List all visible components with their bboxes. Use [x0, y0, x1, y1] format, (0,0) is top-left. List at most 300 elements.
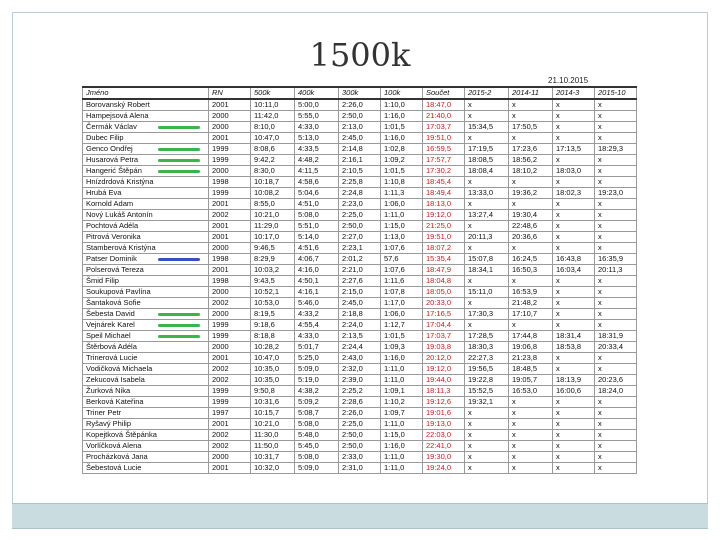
sum-cell: 19:03,8 [423, 342, 465, 353]
table-cell: 1999 [209, 386, 251, 397]
table-cell: 18:53,8 [553, 342, 595, 353]
table-cell: 16:24,5 [509, 254, 553, 265]
column-header: Jméno [83, 87, 209, 99]
table-cell: 5:08,0 [295, 452, 339, 463]
table-cell: 4:33,0 [295, 122, 339, 133]
table-cell: 19:56,5 [465, 364, 509, 375]
table-cell: 2:25,2 [339, 386, 381, 397]
table-cell: x [509, 419, 553, 430]
table-cell: x [595, 276, 637, 287]
sum-cell: 17:03,7 [423, 331, 465, 342]
table-cell: 15:34,5 [465, 122, 509, 133]
table-cell: x [553, 430, 595, 441]
table-cell: 4:16,1 [295, 287, 339, 298]
athlete-name: Genco Ondřej [83, 144, 209, 155]
table-cell: x [553, 441, 595, 452]
table-cell: 2:10,5 [339, 166, 381, 177]
athlete-name: Trinerová Lucie [83, 353, 209, 364]
table-cell: x [465, 441, 509, 452]
table-cell: 5:04,6 [295, 188, 339, 199]
table-cell: x [553, 111, 595, 122]
table-cell: 10:47,0 [251, 353, 295, 364]
table-row [83, 353, 637, 364]
table-cell: x [595, 166, 637, 177]
table-cell: x [553, 210, 595, 221]
athlete-name: Kornold Adam [83, 199, 209, 210]
column-header: 2015-10 [595, 87, 637, 99]
table-cell: 4:16,0 [295, 265, 339, 276]
athlete-name: Vorlíčková Alena [83, 441, 209, 452]
table-cell: 4:55,4 [295, 320, 339, 331]
table-cell: 1:11,3 [381, 188, 423, 199]
table-cell: 5:13,0 [295, 133, 339, 144]
table-row [83, 243, 637, 254]
table-cell: x [465, 199, 509, 210]
table-row [83, 441, 637, 452]
table-cell: 2:27,0 [339, 232, 381, 243]
table-cell: 8:19,5 [251, 309, 295, 320]
sum-cell: 21:40,0 [423, 111, 465, 122]
table-cell: x [465, 221, 509, 232]
sum-cell: 20:33,0 [423, 298, 465, 309]
table-cell: x [595, 232, 637, 243]
table-cell: 2000 [209, 342, 251, 353]
table-row [83, 177, 637, 188]
table-cell: 16:53,9 [509, 287, 553, 298]
table-cell: 9:50,8 [251, 386, 295, 397]
sum-cell: 19:44,0 [423, 375, 465, 386]
athlete-name: Vejnárek Karel [83, 320, 209, 331]
athlete-name: Vodičková Michaela [83, 364, 209, 375]
table-cell: 10:21,0 [251, 419, 295, 430]
table-cell: 4:38,2 [295, 386, 339, 397]
table-cell: 17:30,3 [465, 309, 509, 320]
table-cell: 1999 [209, 331, 251, 342]
table-row [83, 452, 637, 463]
table-cell: 2:25,0 [339, 419, 381, 430]
athlete-name: Šebesta David [83, 309, 209, 320]
table-cell: x [465, 243, 509, 254]
table-cell: x [465, 320, 509, 331]
table-cell: 2:26,0 [339, 99, 381, 111]
table-cell: 16:53,0 [509, 386, 553, 397]
table-cell: x [595, 133, 637, 144]
table-cell: 2002 [209, 210, 251, 221]
sum-cell: 19:24,0 [423, 463, 465, 474]
table-cell: 18:31,9 [595, 331, 637, 342]
table-cell: 1:11,0 [381, 375, 423, 386]
sum-cell: 21:25,0 [423, 221, 465, 232]
table-cell: x [465, 133, 509, 144]
blue-highlight-marker [158, 258, 200, 261]
table-row [83, 375, 637, 386]
table-cell: 20:33,4 [595, 342, 637, 353]
table-row [83, 342, 637, 353]
table-cell: 17:44,8 [509, 331, 553, 342]
table-cell: 2:18,8 [339, 309, 381, 320]
table-cell: 10:31,7 [251, 452, 295, 463]
sum-cell: 15:35,4 [423, 254, 465, 265]
table-cell: 16:00,6 [553, 386, 595, 397]
athlete-name: Triner Petr [83, 408, 209, 419]
table-row [83, 298, 637, 309]
table-cell: 4:51,0 [295, 199, 339, 210]
table-cell: x [595, 221, 637, 232]
table-cell: 2:25,8 [339, 177, 381, 188]
table-cell: 10:08,2 [251, 188, 295, 199]
table-cell: 2001 [209, 265, 251, 276]
column-header: 500k [251, 87, 295, 99]
table-cell: x [553, 364, 595, 375]
table-cell: 15:11,0 [465, 287, 509, 298]
table-cell: 1:07,8 [381, 287, 423, 298]
table-cell: 2:45,0 [339, 133, 381, 144]
table-cell: 1:11,0 [381, 364, 423, 375]
table-cell: 2:50,0 [339, 111, 381, 122]
table-cell: x [465, 408, 509, 419]
table-cell: 18:29,3 [595, 144, 637, 155]
table-cell: 2:43,0 [339, 353, 381, 364]
table-cell: 20:11,3 [465, 232, 509, 243]
table-cell: 2:50,0 [339, 430, 381, 441]
table-cell: x [595, 364, 637, 375]
table-cell: 2002 [209, 298, 251, 309]
table-cell: 1:17,0 [381, 298, 423, 309]
table-cell: 5:19,0 [295, 375, 339, 386]
sum-cell: 17:03,7 [423, 122, 465, 133]
sum-cell: 18:49,4 [423, 188, 465, 199]
table-cell: 1997 [209, 408, 251, 419]
table-cell: 19:22,8 [465, 375, 509, 386]
table-cell: 17:28,5 [465, 331, 509, 342]
table-cell: x [509, 430, 553, 441]
table-cell: 1:09,7 [381, 408, 423, 419]
table-cell: x [595, 320, 637, 331]
table-cell: 2001 [209, 353, 251, 364]
table-cell: 1:09,3 [381, 342, 423, 353]
column-header: 2015-2 [465, 87, 509, 99]
table-cell: 10:32,0 [251, 463, 295, 474]
sum-cell: 19:12,0 [423, 364, 465, 375]
sum-cell: 17:30,2 [423, 166, 465, 177]
column-header: 400k [295, 87, 339, 99]
table-cell: 18:34,1 [465, 265, 509, 276]
table-cell: 5:08,0 [295, 210, 339, 221]
table-cell: 1999 [209, 155, 251, 166]
table-row [83, 276, 637, 287]
table-cell: x [509, 397, 553, 408]
table-cell: x [553, 419, 595, 430]
table-cell: 8:55,0 [251, 199, 295, 210]
table-cell: 8:08,6 [251, 144, 295, 155]
table-cell: x [595, 397, 637, 408]
table-cell: 5:01,7 [295, 342, 339, 353]
table-cell: x [509, 243, 553, 254]
slide-frame-right [707, 12, 708, 517]
table-cell: 1998 [209, 177, 251, 188]
table-cell: x [553, 353, 595, 364]
table-cell: x [553, 463, 595, 474]
table-row [83, 133, 637, 144]
athlete-name: Kopejtková Štěpánka [83, 430, 209, 441]
table-cell: x [553, 309, 595, 320]
table-cell: 9:43,5 [251, 276, 295, 287]
table-cell: 2:23,0 [339, 199, 381, 210]
table-cell: 2000 [209, 111, 251, 122]
sum-cell: 18:47,9 [423, 265, 465, 276]
table-cell: x [595, 155, 637, 166]
green-highlight-marker [158, 148, 200, 151]
table-cell: 9:42,2 [251, 155, 295, 166]
table-cell: x [553, 199, 595, 210]
table-cell: x [553, 276, 595, 287]
table-cell: x [595, 298, 637, 309]
table-cell: 2:24,4 [339, 342, 381, 353]
table-cell: 4:48,2 [295, 155, 339, 166]
table-cell: 9:18,6 [251, 320, 295, 331]
athlete-name: Pitrová Veronika [83, 232, 209, 243]
sum-cell: 17:04,4 [423, 320, 465, 331]
table-cell: 2:33,0 [339, 452, 381, 463]
table-cell: x [553, 155, 595, 166]
table-cell: 17:13,5 [553, 144, 595, 155]
table-cell: 1:01,5 [381, 122, 423, 133]
athlete-name: Procházková Jana [83, 452, 209, 463]
table-cell: x [553, 221, 595, 232]
table-cell: 1:11,0 [381, 419, 423, 430]
table-cell: 10:47,0 [251, 133, 295, 144]
table-cell: x [509, 408, 553, 419]
table-cell: 1:11,0 [381, 463, 423, 474]
table-cell: 2:50,0 [339, 441, 381, 452]
table-cell: 16:50,3 [509, 265, 553, 276]
athlete-name: Šantaková Sofie [83, 298, 209, 309]
athlete-name: Polserová Tereza [83, 265, 209, 276]
sheet-date: 21.10.2015 [548, 76, 589, 85]
table-cell: 1:16,0 [381, 133, 423, 144]
sum-cell: 18:45,4 [423, 177, 465, 188]
table-cell: 4:33,5 [295, 144, 339, 155]
athlete-name: Hrubá Eva [83, 188, 209, 199]
table-cell: x [509, 441, 553, 452]
table-row [83, 188, 637, 199]
athlete-name: Žurková Nika [83, 386, 209, 397]
table-cell: 20:11,3 [595, 265, 637, 276]
table-header-row [83, 87, 637, 99]
table-cell: 2:21,0 [339, 265, 381, 276]
table-cell: x [509, 111, 553, 122]
athlete-name: Šebestová Lucie [83, 463, 209, 474]
table-cell: 2000 [209, 309, 251, 320]
table-row [83, 265, 637, 276]
sum-cell: 18:07,2 [423, 243, 465, 254]
table-cell: 1:10,8 [381, 177, 423, 188]
green-highlight-marker [158, 313, 200, 316]
sum-cell: 18:11,3 [423, 386, 465, 397]
table-cell: 9:46,5 [251, 243, 295, 254]
athlete-name: Štěrbová Adéla [83, 342, 209, 353]
table-row [83, 287, 637, 298]
table-cell: x [553, 298, 595, 309]
table-cell: 8:10,0 [251, 122, 295, 133]
table-cell: x [509, 199, 553, 210]
athlete-name: Dubec Filip [83, 133, 209, 144]
table-cell: 2000 [209, 166, 251, 177]
table-cell: 2:32,0 [339, 364, 381, 375]
table-cell: 1:11,6 [381, 276, 423, 287]
table-cell: 2001 [209, 221, 251, 232]
table-cell: x [553, 408, 595, 419]
sum-cell: 19:51,0 [423, 133, 465, 144]
table-cell: x [509, 177, 553, 188]
sum-cell: 19:13,0 [423, 419, 465, 430]
table-cell: 2:01,2 [339, 254, 381, 265]
athlete-name: Patser Dominik [83, 254, 209, 265]
table-row [83, 210, 637, 221]
table-cell: 1:06,0 [381, 309, 423, 320]
sum-cell: 18:13,0 [423, 199, 465, 210]
table-cell: 15:52,5 [465, 386, 509, 397]
table-cell: 19:06,8 [509, 342, 553, 353]
table-cell: 1999 [209, 144, 251, 155]
table-cell: 2:16,1 [339, 155, 381, 166]
table-cell: 2001 [209, 419, 251, 430]
column-header: 100k [381, 87, 423, 99]
table-cell: 16:35,9 [595, 254, 637, 265]
athlete-name: Speil Michael [83, 331, 209, 342]
table-cell: 11:50,0 [251, 441, 295, 452]
green-highlight-marker [158, 159, 200, 162]
table-cell: 18:08,4 [465, 166, 509, 177]
athlete-name: Hangerić Štěpán [83, 166, 209, 177]
table-cell: 18:13,9 [553, 375, 595, 386]
table-cell: 1:16,0 [381, 353, 423, 364]
table-cell: 10:35,0 [251, 375, 295, 386]
table-cell: 5:55,0 [295, 111, 339, 122]
table-cell: 19:32,1 [465, 397, 509, 408]
table-cell: 2:31,0 [339, 463, 381, 474]
table-cell: 1:16,0 [381, 441, 423, 452]
table-cell: x [465, 430, 509, 441]
table-row [83, 199, 637, 210]
table-cell: 2000 [209, 287, 251, 298]
table-row [83, 430, 637, 441]
table-cell: 1:13,0 [381, 232, 423, 243]
table-cell: 2:45,0 [339, 298, 381, 309]
table-cell: 18:48,5 [509, 364, 553, 375]
table-cell: 5:14,0 [295, 232, 339, 243]
table-cell: 13:27,4 [465, 210, 509, 221]
green-highlight-marker [158, 170, 200, 173]
table-cell: 4:33,0 [295, 331, 339, 342]
sum-cell: 22:03,0 [423, 430, 465, 441]
table-cell: 5:25,0 [295, 353, 339, 364]
table-cell: x [509, 133, 553, 144]
table-row [83, 397, 637, 408]
green-highlight-marker [158, 335, 200, 338]
table-cell: 1:01,5 [381, 166, 423, 177]
table-cell: x [465, 298, 509, 309]
table-cell: 1999 [209, 397, 251, 408]
table-cell: x [553, 133, 595, 144]
table-cell: 5:08,7 [295, 408, 339, 419]
table-cell: 2000 [209, 243, 251, 254]
table-cell: 2:15,0 [339, 287, 381, 298]
table-cell: x [465, 99, 509, 111]
table-cell: 2:24,0 [339, 320, 381, 331]
table-cell: x [595, 210, 637, 221]
table-cell: x [465, 276, 509, 287]
table-cell: x [595, 177, 637, 188]
table-cell: 5:45,0 [295, 441, 339, 452]
table-cell: 10:52,1 [251, 287, 295, 298]
sum-cell: 17:57,7 [423, 155, 465, 166]
table-cell: x [553, 320, 595, 331]
table-cell: x [595, 111, 637, 122]
sum-cell: 19:30,0 [423, 452, 465, 463]
table-cell: 1:12,7 [381, 320, 423, 331]
table-cell: 18:30,3 [465, 342, 509, 353]
table-row [83, 99, 637, 111]
table-cell: 15:07,8 [465, 254, 509, 265]
table-cell: 16:43,8 [553, 254, 595, 265]
table-cell: x [595, 309, 637, 320]
table-cell: x [553, 232, 595, 243]
table-cell: x [595, 122, 637, 133]
table-cell: 18:10,2 [509, 166, 553, 177]
table-cell: x [509, 99, 553, 111]
table-cell: 18:56,2 [509, 155, 553, 166]
table-cell: 1:02,8 [381, 144, 423, 155]
table-cell: x [465, 463, 509, 474]
slide-title: 1500k [309, 36, 411, 74]
table-cell: 5:09,2 [295, 397, 339, 408]
table-cell: x [595, 408, 637, 419]
slide-frame-left [12, 12, 13, 517]
table-cell: 1:07,6 [381, 243, 423, 254]
table-cell: 2:39,0 [339, 375, 381, 386]
table-cell: x [553, 287, 595, 298]
table-cell: 17:23,6 [509, 144, 553, 155]
table-cell: 4:58,6 [295, 177, 339, 188]
table-cell: 2001 [209, 199, 251, 210]
table-cell: 10:17,0 [251, 232, 295, 243]
table-cell: 5:09,0 [295, 463, 339, 474]
table-cell: 1:01,5 [381, 331, 423, 342]
table-cell: 1:07,6 [381, 265, 423, 276]
table-row [83, 408, 637, 419]
table-cell: 1:15,0 [381, 430, 423, 441]
table-cell: 17:10,7 [509, 309, 553, 320]
table-cell: 1999 [209, 188, 251, 199]
table-cell: 10:53,0 [251, 298, 295, 309]
column-header: 2014-11 [509, 87, 553, 99]
athlete-name: Hampejsová Alena [83, 111, 209, 122]
table-cell: x [595, 243, 637, 254]
athlete-name: Čermák Václav [83, 122, 209, 133]
table-cell: 10:21,0 [251, 210, 295, 221]
table-cell: 8:18,8 [251, 331, 295, 342]
table-cell: 1:10,0 [381, 99, 423, 111]
table-cell: 2001 [209, 99, 251, 111]
table-cell: 2:28,6 [339, 397, 381, 408]
table-cell: 4:33,2 [295, 309, 339, 320]
table-cell: 10:35,0 [251, 364, 295, 375]
table-cell: 1:16,0 [381, 111, 423, 122]
sum-cell: 18:47,0 [423, 99, 465, 111]
table-cell: x [465, 111, 509, 122]
athlete-name: Pochtová Adéla [83, 221, 209, 232]
